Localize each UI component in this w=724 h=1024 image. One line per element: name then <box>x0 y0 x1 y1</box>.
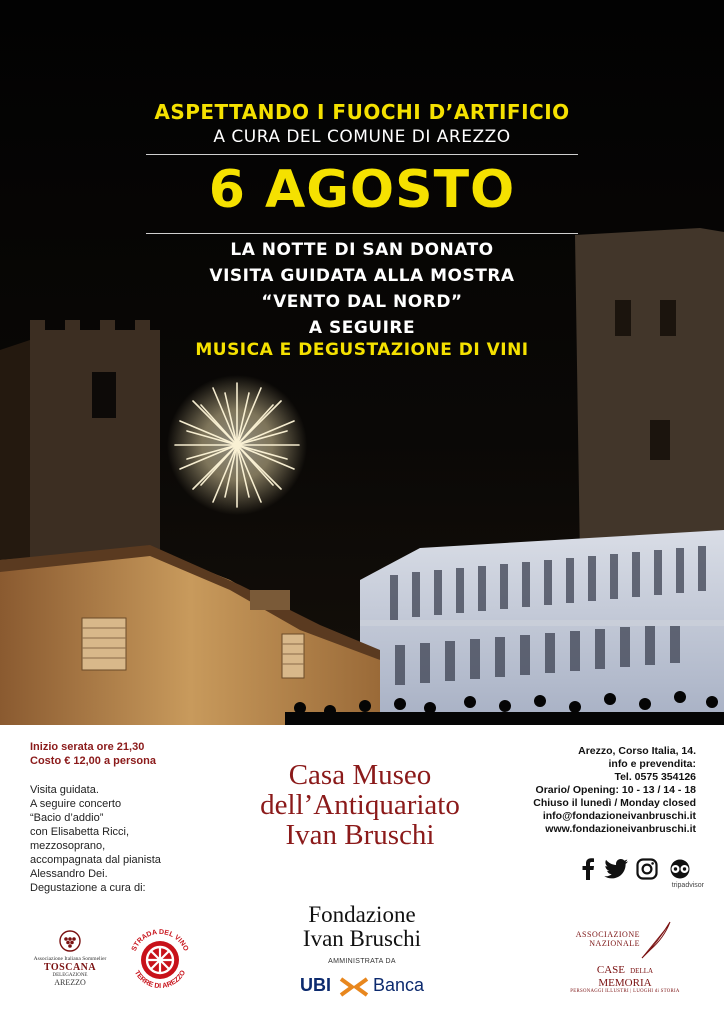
ticket-cost: Costo € 12,00 a persona <box>30 755 156 767</box>
ais-city: AREZZO <box>54 978 86 987</box>
bottom-divider <box>146 233 578 234</box>
grapes-icon <box>57 930 83 952</box>
memoria-association: ASSOCIAZIONE <box>575 930 640 939</box>
tripadvisor-icon[interactable] <box>666 859 694 879</box>
instagram-icon[interactable] <box>636 858 658 880</box>
website-link[interactable]: www.fondazioneivanbruschi.it <box>545 823 696 835</box>
program-line-2: VISITA GUIDATA ALLA MOSTRA <box>209 266 515 286</box>
curated-by-text: A CURA DEL COMUNE DI AREZZO <box>213 127 511 147</box>
email-link[interactable]: info@fondazioneivanbruschi.it <box>542 810 696 822</box>
start-time: Inizio serata ore 21,30 <box>30 741 145 753</box>
opening-hours: Orario/ Opening: 10 - 13 / 14 - 18 <box>535 784 696 796</box>
closed-day: Chiuso il lunedì / Monday closed <box>533 797 696 809</box>
memoria-word: MEMORIA <box>598 977 652 989</box>
program-line-5: MUSICA E DEGUSTAZIONE DI VINI <box>195 340 529 360</box>
program-line-3: “VENTO DAL NORD” <box>261 292 463 312</box>
foundation-line-1: Fondazione <box>308 902 416 927</box>
detail-line: con Elisabetta Ricci, <box>30 826 130 838</box>
ais-region: TOSCANA <box>43 962 97 973</box>
program-line-4: A SEGUIRE <box>308 318 416 338</box>
museum-name-line-3: Ivan Bruschi <box>285 819 435 851</box>
detail-line: mezzosoprano, <box>30 840 106 852</box>
memoria-tagline: PERSONAGGI ILLUSTRI | LUOGHI di STORIA <box>570 989 680 994</box>
phone[interactable]: Tel. 0575 354126 <box>614 771 696 783</box>
detail-line: A seguire concerto <box>30 798 122 810</box>
case-della-memoria-logo <box>560 920 690 994</box>
detail-line: Alessandro Dei. <box>30 868 108 880</box>
info-label: info e prevendita: <box>608 758 696 770</box>
ais-delegation: DELEGAZIONE <box>52 973 88 978</box>
firework-burst <box>167 375 307 515</box>
museum-name <box>210 760 510 850</box>
detail-line: Visita guidata. <box>30 784 99 796</box>
foundation-logo <box>262 903 462 951</box>
event-time-cost <box>30 740 230 768</box>
museum-name-line-1: Casa Museo <box>288 759 432 791</box>
event-details <box>30 783 230 895</box>
address: Arezzo, Corso Italia, 14. <box>578 745 696 757</box>
detail-line: Degustazione a cura di: <box>30 882 146 894</box>
feather-quill-icon <box>638 920 674 960</box>
facebook-icon[interactable] <box>580 858 596 880</box>
ubi-chevron-icon <box>339 977 369 997</box>
event-date: 6 AGOSTO <box>208 160 516 220</box>
ubi-wordmark: UBI <box>300 975 331 995</box>
banca-wordmark: Banca <box>373 975 425 995</box>
ais-toscana-logo <box>30 930 110 987</box>
memoria-case: CASE <box>596 964 626 976</box>
twitter-icon[interactable] <box>604 859 628 879</box>
info-panel <box>0 725 724 1024</box>
museum-name-line-2: dell’Antiquariato <box>260 789 460 821</box>
memoria-national: NAZIONALE <box>589 939 640 948</box>
foundation-line-2: Ivan Bruschi <box>302 926 422 951</box>
top-divider <box>146 154 578 155</box>
program-line-1: LA NOTTE DI SAN DONATO <box>230 240 494 260</box>
detail-line: accompagnata dal pianista <box>30 854 161 866</box>
administered-by: AMMINISTRATA DA <box>328 958 396 965</box>
strada-top-text: STRADA DEL VINO <box>130 928 190 953</box>
memoria-della: DELLA <box>630 967 654 975</box>
ais-association: Associazione Italiana Sommelier <box>33 956 107 962</box>
tripadvisor-label: tripadvisor <box>671 882 704 889</box>
social-icons <box>580 856 694 882</box>
strada-del-vino-logo <box>125 925 195 995</box>
detail-line: “Bacio d’addio” <box>30 812 104 824</box>
contact-info <box>496 745 696 836</box>
kicker-text: ASPETTANDO I FUOCHI D’ARTIFICIO <box>154 100 570 124</box>
strada-bottom-text: TERRE DI AREZZO <box>132 969 188 991</box>
